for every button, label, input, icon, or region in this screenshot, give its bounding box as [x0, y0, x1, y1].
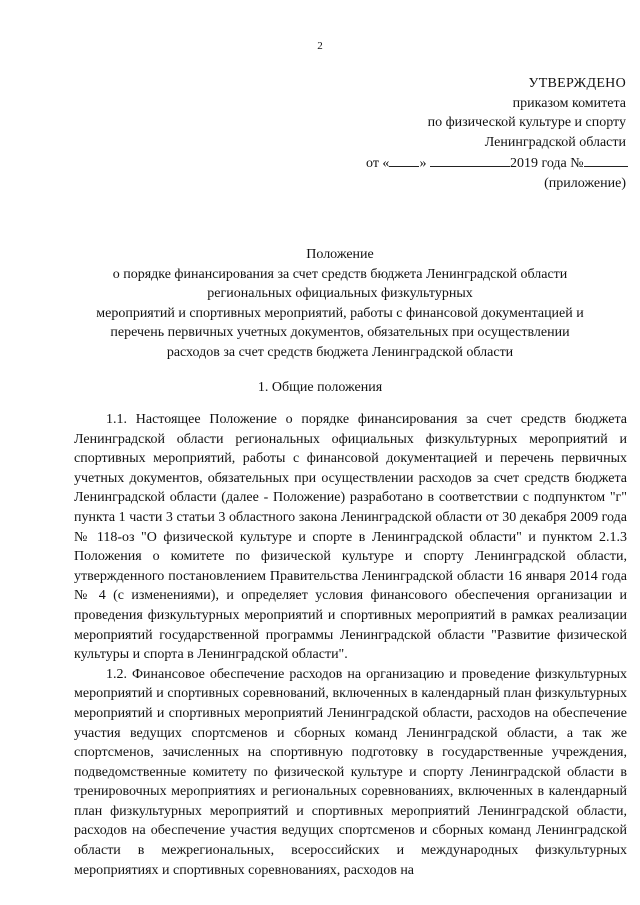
- title-line-3: региональных официальных физкультурных: [207, 286, 473, 301]
- title-line-1: Положение: [306, 247, 374, 262]
- order-number-blank: [584, 152, 628, 167]
- title-line-5: перечень первичных учетных документов, обязательных при осуществлении: [110, 325, 570, 340]
- date-suffix: 2019 года №: [509, 156, 584, 171]
- title-line-4: мероприятий и спортивных мероприятий, работы с финансовой документацией и: [96, 305, 584, 321]
- date-day-blank: [389, 152, 419, 167]
- approval-block: [366, 74, 626, 193]
- page-number: 2: [317, 40, 323, 52]
- date-month-blank: [430, 152, 510, 167]
- paragraph-1-2: 1.2. Финансовое обеспечение расходов на организацию и проведение физкультурных мероприятий и спортивных соревнований, включенных в календарный план физкультурных мероприятий и спортивных мероприятий Ленинградской области, расходов на обеспечение участия ведущих спортсменов и сборных команд Ленинградской области, а так же спортсменов, зачисленных на спортивную подготовку в государственные учреждения, подведомственные комитету по физической культуре и спорту Ленинградской области в тренировочных мероприятиях и региональных соревнованиях, включенных в календарный план физкультурных мероприятий и спортивных мероприятий Ленинградской области, расходов на обеспечение участия ведущих спортсменов и сборных команд Ленинградской области в межрегиональных, всероссийских и международных физкультурных мероприятиях и спортивных соревнованиях, расходов на: [74, 666, 627, 878]
- title-line-2: о порядке финансирования за счет средств бюджета Ленинградской области: [112, 266, 568, 282]
- date-mid: »: [419, 156, 427, 171]
- paragraph-1-1: 1.1. Настоящее Положение о порядке финансирования за счет средств бюджета Ленинградской области региональных официальных физкультурных мероприятий и спортивных мероприятий, работы с финансовой документацией и перечень первичных учетных документов, обязательных при осуществлении расходов за счет средств бюджета Ленинградской области (далее - Положение) разработано в соответствии с подпунктом "г" пункта 1 части 3 статьи 3 областного закона Ленинградской области от 30 декабря 2009 года № 118-оз "О физической культуре и спорте в Ленинградской области" и пунктом 2.1.3 Положения о комитете по физической культуре и спорту Ленинградской области, утвержденного постановлением Правительства Ленинградской области 16 января 2014 года № 4 (с изменениями), и определяет условия финансового обеспечения организации и проведения физкультурных мероприятий и спортивных мероприятий в рамках реализации мероприятий государственной программы Ленинградской области "Развитие физической культуры и спорта в Ленинградской области".: [74, 412, 627, 663]
- document-body: [74, 410, 627, 880]
- approval-heading: УТВЕРЖДЕНО: [528, 76, 626, 91]
- approval-annex-label: (приложение): [544, 175, 626, 191]
- approval-order-line: приказом комитета: [512, 95, 626, 111]
- document-title: [60, 245, 620, 362]
- section-heading: 1. Общие положения: [257, 380, 383, 395]
- approval-committee-line: по физической культуре и спорту: [427, 115, 626, 130]
- date-prefix: от «: [366, 156, 390, 171]
- title-line-6: расходов за счет средств бюджета Ленинградской области: [166, 344, 514, 360]
- approval-region-line: Ленинградской области: [484, 134, 626, 150]
- approval-date-line: [366, 152, 626, 174]
